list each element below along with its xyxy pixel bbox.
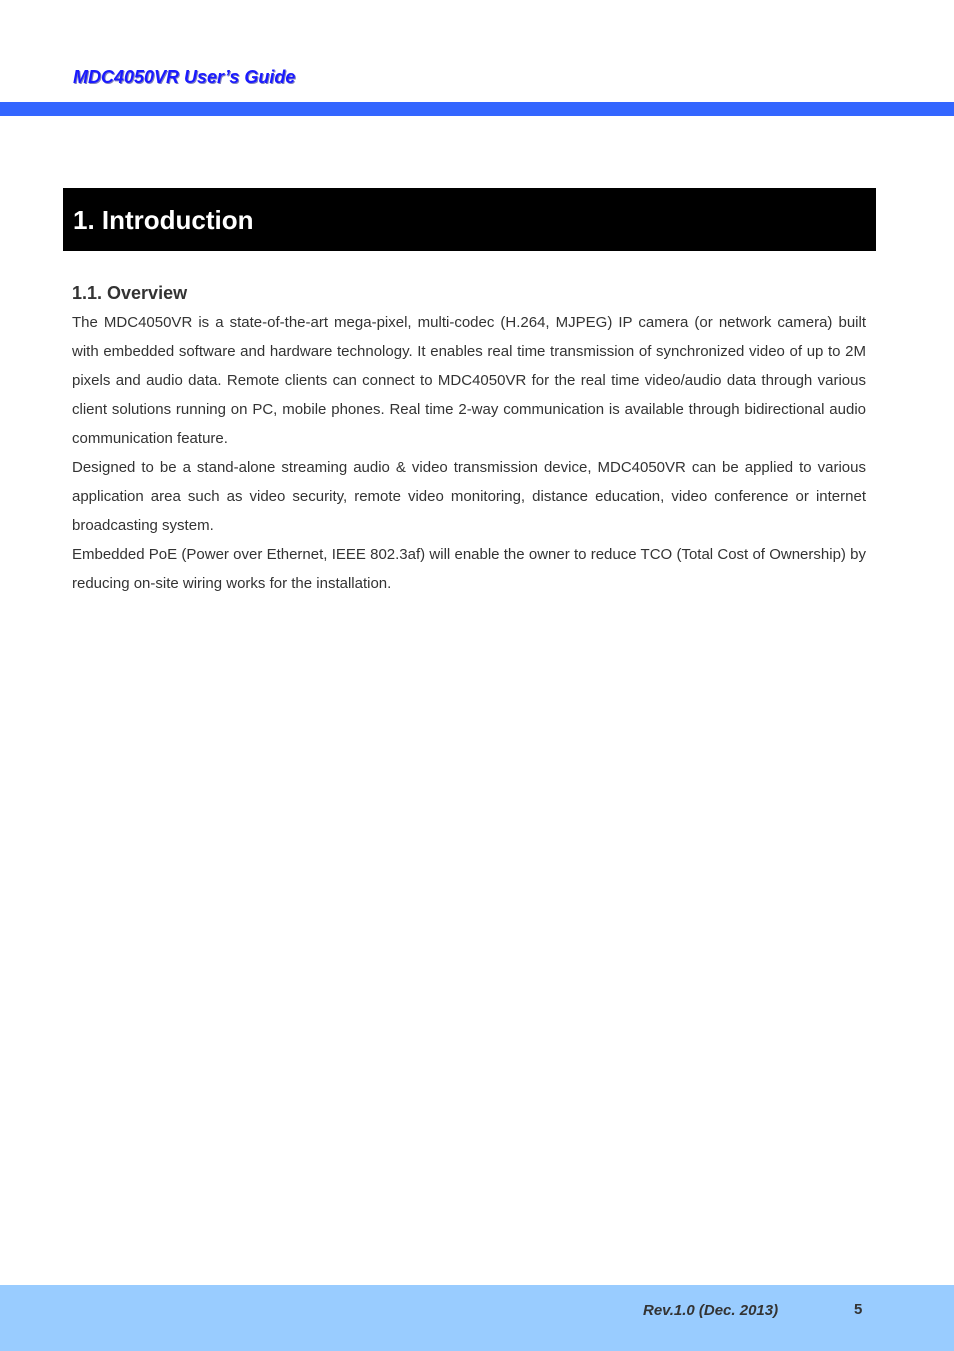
chapter-heading-bar [63, 188, 876, 251]
revision-label: Rev.1.0 (Dec. 2013) [643, 1302, 779, 1319]
running-header-title: MDC4050VR User’s Guide [73, 67, 296, 87]
footer-band [0, 1285, 954, 1351]
paragraph: Designed to be a stand-alone streaming audio & video transmission device, MDC4050VR can be applied to various application area such as video security, remote video monitoring, distance education, video conference or internet broadcasting system. [72, 459, 866, 534]
section-body [72, 308, 866, 598]
header-rule [0, 102, 954, 116]
page-number: 5 [854, 1301, 863, 1318]
paragraph: The MDC4050VR is a state-of-the-art mega-pixel, multi-codec (H.264, MJPEG) IP camera (or network camera) built with embedded software and hardware technology. It enables real time transmission of synchronized video of up to 2M pixels and audio data. Remote clients can connect to MDC4050VR for the real time video/audio data through various client solutions running on PC, mobile phones. Real time 2-way communication is available through bidirectional audio communication feature. [72, 314, 866, 447]
section-title: 1.1. Overview [72, 283, 188, 303]
chapter-title: 1. Introduction [73, 205, 254, 235]
paragraph: Embedded PoE (Power over Ethernet, IEEE 802.3af) will enable the owner to reduce TCO (Total Cost of Ownership) by reducing on-site wiring works for the installation. [72, 546, 866, 592]
